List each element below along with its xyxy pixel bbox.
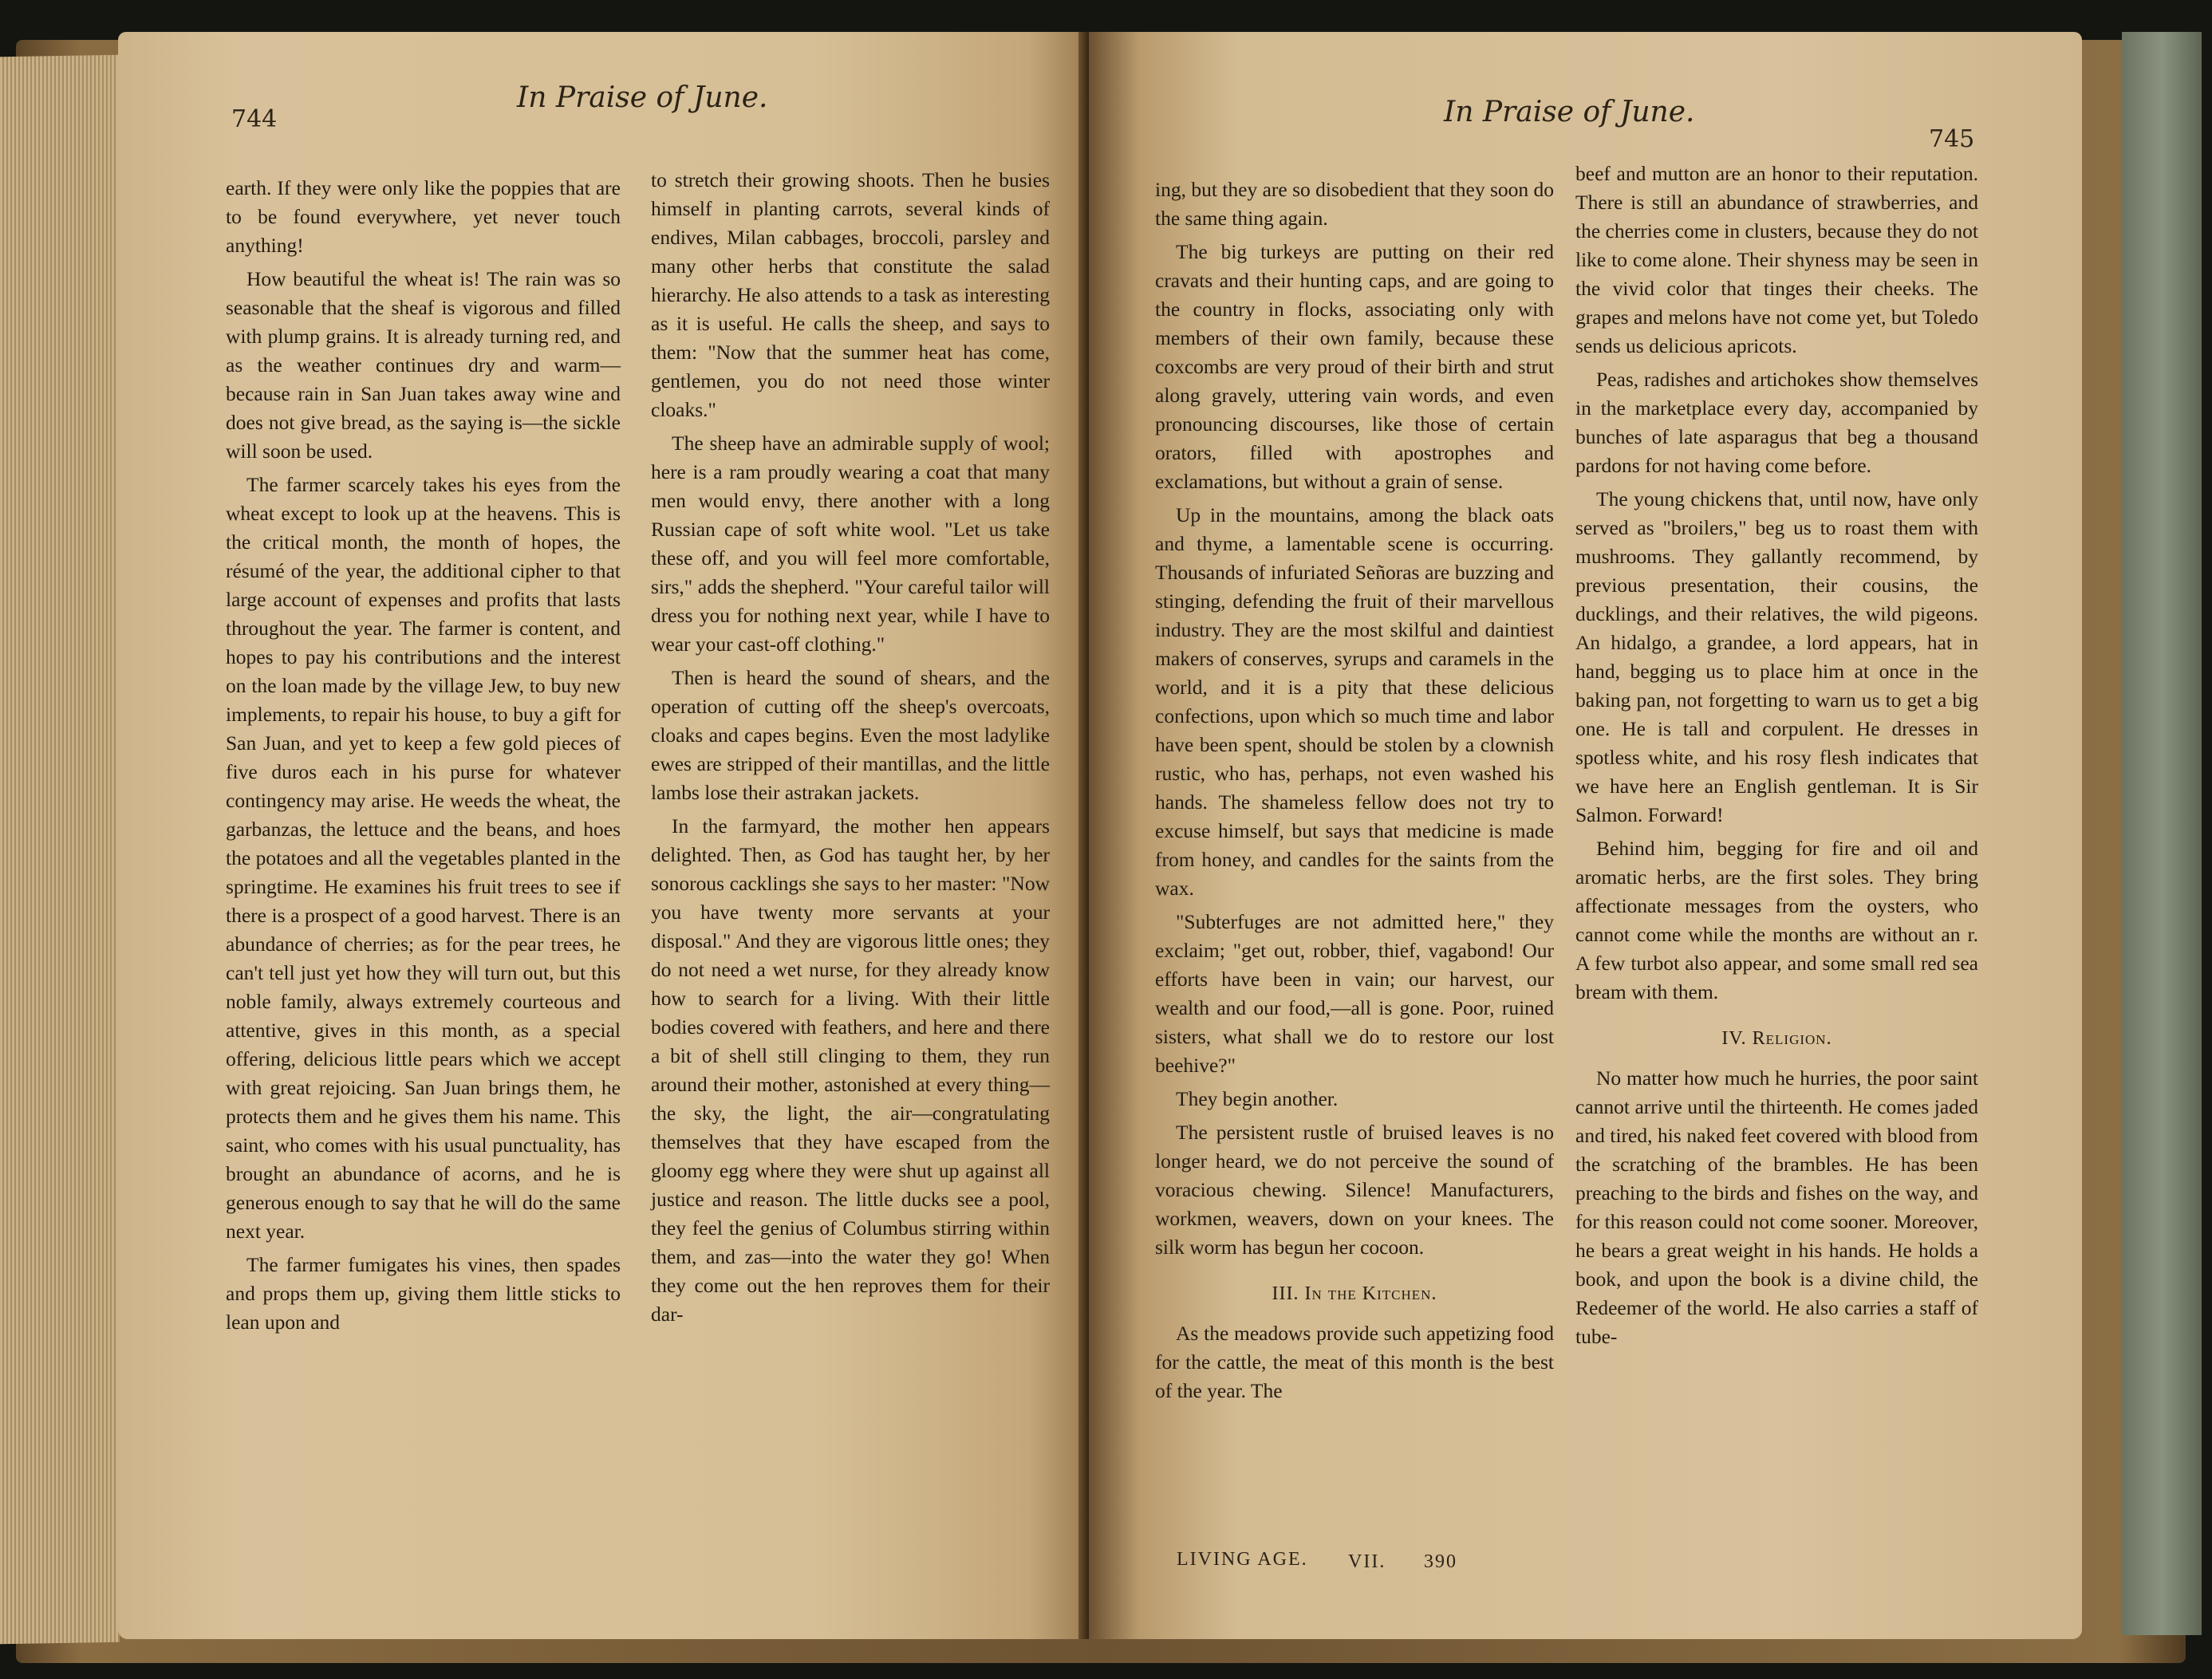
book-spine: [2122, 32, 2202, 1635]
right-page: [1089, 32, 2082, 1639]
section-heading-religion: IV. Religion.: [1721, 1028, 1832, 1049]
right-page-column-2: [1575, 160, 1978, 1351]
running-head-left: In Praise of June.: [517, 81, 768, 114]
paragraph: beef and mutton are an honor to their reputation. There is still an abundance of strawberries, and the cherries come in clusters, because they do not like to come alone. Their shyness may be seen in the vivid color that tinges their cheeks. The grapes and melons have not come yet, but Toledo sends us delicious apricots.: [1575, 162, 1978, 357]
paragraph: The farmer scarcely takes his eyes from the wheat except to look up at the heavens. This is the critical month, the month of hopes, the résumé of the year, the additional cipher to that large account of expenses and profits that lasts throughout the year. The farmer is content, and hopes to pay his contributions and the interest on the loan made by the village Jew, to buy new implements, to repair his house, to buy a gift for San Juan, and yet to keep a few gold pieces of five duros each in his purse for whatever contingency may arise. He weeds the wheat, the garbanzas, the lettuce and the beans, and hoes the potatoes and all the vegetables planted in the springtime. He examines his fruit trees to see if there is a prospect of a good harvest. There is an abundance of cherries; as for the pear trees, he can't tell just yet how they will turn out, but this noble family, always extremely courteous and attentive, gives in this month, as a special offering, delicious little pears which we accept with great rejoicing. San Juan brings them, he protects them and he gives them his name. This saint, who comes with his usual punctuality, has brought an abundance of acorns, and he is generous enough to say that he will do the same next year.: [226, 473, 621, 1243]
paragraph: They begin another.: [1176, 1087, 1339, 1110]
section-heading-kitchen: III. In the Kitchen.: [1272, 1283, 1437, 1304]
running-head-right: In Praise of June.: [1444, 96, 1695, 128]
paragraph: Peas, radishes and artichokes show themselves in the marketplace every day, accompanied by bunches of late asparagus that beg a thousand pardons for not having come before.: [1575, 368, 1978, 477]
paragraph: The farmer fumigates his vines, then spades and props them up, giving them little sticks to lean upon and: [226, 1253, 621, 1334]
page-number-right: 745: [1929, 125, 1975, 153]
left-page: [118, 32, 1107, 1639]
paragraph: Then is heard the sound of shears, and the operation of cutting off the sheep's overcoats, cloaks and capes begins. Even the most ladylike ewes are stripped of their mantillas, and the little lambs lose their astrakan jackets.: [651, 666, 1050, 804]
footer-number: 390: [1424, 1551, 1457, 1572]
left-page-column-2: [651, 166, 1050, 1329]
left-page-edges: [0, 55, 120, 1645]
paragraph: No matter how much he hurries, the poor saint cannot arrive until the thirteenth. He comes jaded and tired, his naked feet covered with blood from the scratching of the brambles. He has been preaching to the birds and fishes on the way, and for this reason could not come sooner. Moreover, he bears a great weight in his hands. He holds a book, and upon the book is a divine child, the Redeemer of the world. He also carries a staff of tube-: [1575, 1066, 1978, 1348]
paragraph: Up in the mountains, among the black oats and thyme, a lamentable scene is occurring. Thousands of infuriated Señoras are buzzing and stinging, defending the fruit of their marvellous industry. They are the most skilful and daintiest makers of conserves, syrups and caramels in the world, and it is a pity that these delicious confections, upon which so much time and labor have been spent, should be stolen by a clownish rustic, who has, perhaps, not even washed his hands. The shameless fellow does not try to excuse himself, but says that medicine is made from honey, and candles for the saints from the wax.: [1155, 503, 1554, 900]
left-page-column-1: [226, 174, 621, 1337]
paragraph: to stretch their growing shoots. Then he busies himself in planting carrots, several kinds of endives, Milan cabbages, broccoli, parsley and many other herbs that constitute the salad hierarchy. He also attends to a task as interesting as it is useful. He calls the sheep, and says to them: "Now that the summer heat has come, gentlemen, you do not need those winter cloaks.": [651, 168, 1050, 421]
paragraph: Behind him, begging for fire and oil and aromatic herbs, are the first soles. They bring affectionate messages from the oysters, who cannot come while the months are without an r. A few turbot also appear, and some small red sea bream with them.: [1575, 837, 1978, 1003]
paragraph: The sheep have an admirable supply of wool; here is a ram proudly wearing a coat that many men would envy, there another with a long Russian cape of soft white wool. "Let us take these off, and you will feel more comfortable, sirs," adds the shepherd. "Your careful tailor will dress you for nothing next year, while I have to wear your cast-off clothing.": [651, 432, 1050, 656]
paragraph: ing, but they are so disobedient that they soon do the same thing again.: [1155, 178, 1555, 230]
paragraph: "Subterfuges are not admitted here," they exclaim; "get out, robber, thief, vagabond! Our efforts have been in vain; our harvest, our wealth and our food,—all is gone. Poor, ruined sisters, what shall we do to restore our lost beehive?": [1155, 910, 1554, 1077]
footer-volume: VII.: [1348, 1551, 1386, 1572]
footer-signature: LIVING AGE.: [1177, 1549, 1308, 1570]
right-page-column-1: [1155, 175, 1554, 1405]
paragraph: As the meadows provide such appetizing food for the cattle, the meat of this month is the best of the year. The: [1155, 1322, 1554, 1402]
paragraph: The young chickens that, until now, have only served as "broilers," beg us to roast them with mushrooms. They gallantly recommend, by previous presentation, their cousins, the ducklings, and their relatives, the wild pigeons. An hidalgo, a grandee, a lord appears, hat in hand, begging us to place him at once in the baking pan, not forgetting to warn us to get a big one. He is tall and corpulent. He dresses in spotless white, and his rosy flesh indicates that we have here an English gentleman. It is Sir Salmon. Forward!: [1575, 487, 1978, 826]
paragraph: The persistent rustle of bruised leaves is no longer heard, we do not perceive the sound of voracious chewing. Silence! Manufacturers, workmen, weavers, down on your knees. The silk worm has begun her cocoon.: [1155, 1121, 1554, 1259]
page-number-left: 744: [231, 105, 278, 133]
paragraph: How beautiful the wheat is! The rain was so seasonable that the sheaf is vigorous and filled with plump grains. It is already turning red, and as the weather continues dry and warm—because rain in San Juan takes away wine and does not give bread, as the saying is—the sickle will soon be used.: [226, 267, 621, 463]
paragraph: The big turkeys are putting on their red cravats and their hunting caps, and are going to the country in flocks, associating only with members of their own family, because these coxcombs are very proud of their birth and strut along gravely, uttering vain words, and even pronouncing discourses, like those of certain orators, filled with apostrophes and exclamations, but without a grain of sense.: [1155, 240, 1554, 493]
paragraph: earth. If they were only like the poppies that are to be found everywhere, yet never touch anything!: [226, 176, 621, 257]
paragraph: In the farmyard, the mother hen appears delighted. Then, as God has taught her, by her sonorous cacklings she says to her master: "Now you have twenty more servants at your disposal." And they are vigorous little ones; they do not need a wet nurse, for they already know how to search for a living. With their little bodies covered with feathers, and here and there a bit of shell still clinging to them, they run around their mother, astonished at every thing—the sky, the light, the air—congratulating themselves that they have escaped from the gloomy egg where they were shut up against all justice and reason. The little ducks see a pool, they feel the genius of Columbus stirring within them, and zas—into the water they go! When they come out the hen reproves them for their dar-: [651, 814, 1050, 1326]
